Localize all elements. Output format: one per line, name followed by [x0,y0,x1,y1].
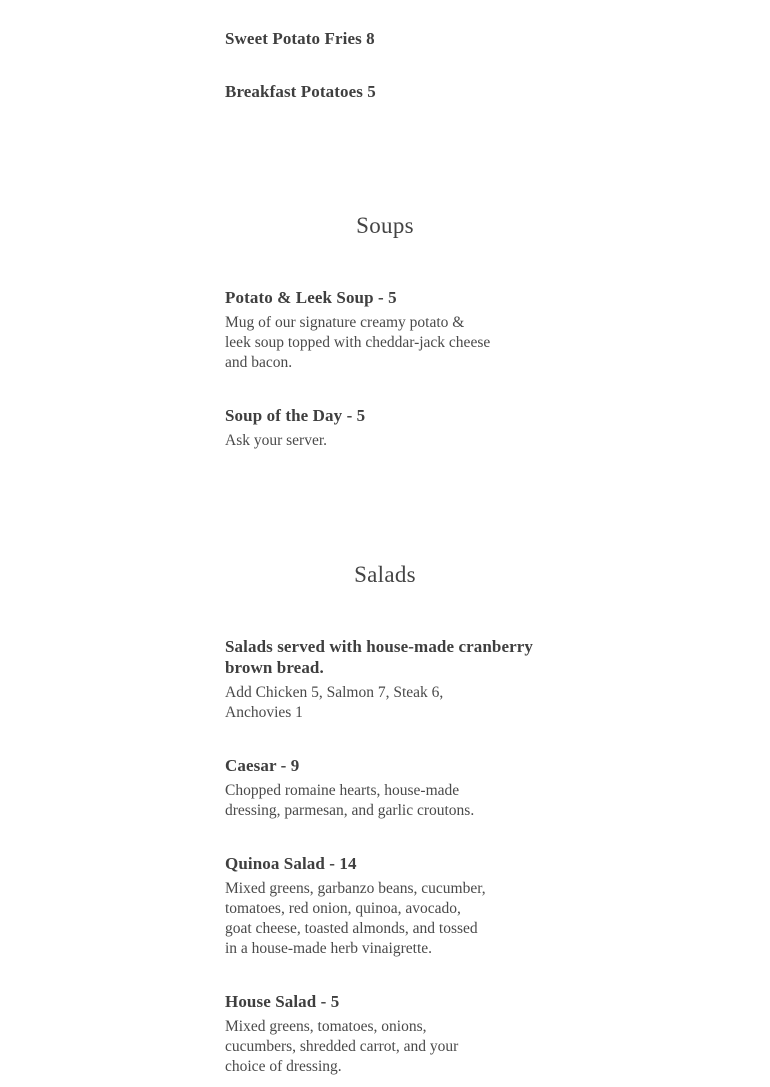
desc-line: tomatoes, red onion, quinoa, avocado, [225,900,461,917]
desc-line: cucumbers, shredded carrot, and your [225,1038,459,1055]
desc-line: Anchovies 1 [225,704,303,721]
note-title-line: brown bread. [225,658,324,677]
item-title-soup-of-the-day: Soup of the Day - 5 [225,406,366,425]
item-desc-house-salad [225,1017,458,1077]
item-title-caesar: Caesar - 9 [225,756,300,775]
section-heading-salads: Salads [354,562,416,587]
item-title-house-salad: House Salad - 5 [225,992,340,1011]
desc-line: Mixed greens, tomatoes, onions, [225,1018,427,1035]
desc-line: and bacon. [225,354,293,371]
desc-line: dressing, parmesan, and garlic croutons. [225,802,475,819]
item-desc-caesar [225,781,474,821]
desc-line: Mixed greens, garbanzo beans, cucumber, [225,880,486,897]
note-title-line: Salads served with house-made cranberry [225,637,533,656]
salads-note-title [225,636,533,678]
section-heading-soups: Soups [356,213,414,238]
desc-line: Add Chicken 5, Salmon 7, Steak 6, [225,684,444,701]
desc-line: Mug of our signature creamy potato & [225,314,465,331]
item-title-quinoa-salad: Quinoa Salad - 14 [225,854,357,873]
item-title-breakfast-potatoes: Breakfast Potatoes 5 [225,82,376,101]
desc-line: choice of dressing. [225,1058,342,1075]
desc-line: Ask your server. [225,432,328,449]
desc-line: Chopped romaine hearts, house-made [225,782,460,799]
desc-line: in a house-made herb vinaigrette. [225,940,433,957]
desc-line: goat cheese, toasted almonds, and tossed [225,920,478,937]
item-desc-quinoa-salad [225,879,486,959]
item-desc-potato-leek-soup [225,313,490,373]
item-desc-soup-of-the-day [225,431,327,451]
item-title-sweet-potato-fries: Sweet Potato Fries 8 [225,29,375,48]
item-title-potato-leek-soup: Potato & Leek Soup - 5 [225,288,397,307]
desc-line: leek soup topped with cheddar-jack cheese [225,334,491,351]
salads-note-desc [225,683,443,723]
